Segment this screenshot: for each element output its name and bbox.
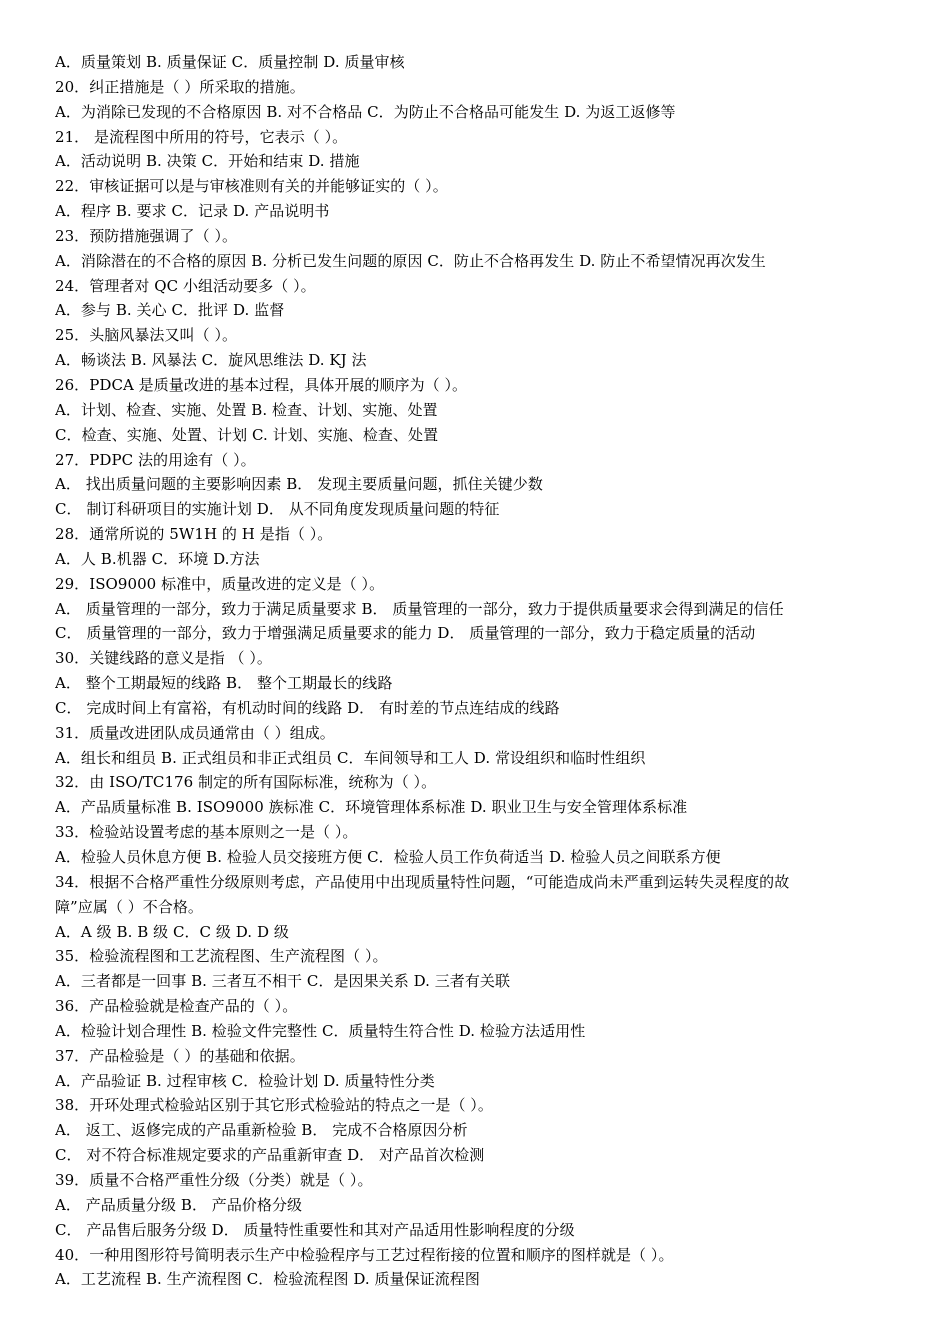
- text-line: 38．开环处理式检验站区别于其它形式检验站的特点之一是（ ）。: [55, 1096, 493, 1115]
- text-line: C． 完成时间上有富裕，有机动时间的线路 D． 有时差的节点连结成的线路: [55, 698, 560, 717]
- text-line: A．参与 B. 关心 C．批评 D. 监督: [55, 301, 285, 320]
- text-line: 37．产品检验是（ ）的基础和依据。: [55, 1046, 305, 1065]
- text-line: 34．根据不合格严重性分级原则考虑，产品使用中出现质量特性问题，“可能造成尚未严重到运转失灵程度的故: [55, 872, 790, 891]
- text-line: A．组长和组员 B. 正式组员和非正式组员 C．车间领导和工人 D. 常设组织和临时性组织: [55, 748, 646, 767]
- text-line: C． 对不符合标准规定要求的产品重新审查 D． 对产品首次检测: [55, 1146, 485, 1165]
- text-line: 25．头脑风暴法又叫（ ）。: [55, 326, 238, 345]
- text-line: A．产品验证 B. 过程审核 C．检验计划 D. 质量特性分类: [55, 1071, 435, 1090]
- text-line: A．活动说明 B. 决策 C．开始和结束 D. 措施: [55, 152, 360, 171]
- text-line: 36．产品检验就是检查产品的（ ）。: [55, 997, 298, 1016]
- text-line: A．A 级 B. B 级 C．C 级 D. D 级: [55, 922, 289, 941]
- text-line: A． 整个工期最短的线路 B． 整个工期最长的线路: [55, 674, 393, 693]
- text-line: A． 产品质量分级 B． 产品价格分级: [55, 1195, 303, 1214]
- text-line: C．检查、实施、处置、计划 C. 计划、实施、检查、处置: [55, 425, 439, 444]
- text-line: A．工艺流程 B. 生产流程图 C．检验流程图 D. 质量保证流程图: [55, 1270, 480, 1289]
- text-line: 40．一种用图形符号简明表示生产中检验程序与工艺过程衔接的位置和顺序的图样就是（ ）。: [55, 1245, 674, 1264]
- text-line: 障”应属（ ）不合格。: [55, 897, 203, 916]
- text-line: A．畅谈法 B. 风暴法 C．旋风思维法 D. KJ 法: [55, 351, 367, 370]
- text-line: 26．PDCA 是质量改进的基本过程，具体开展的顺序为（ ）。: [55, 375, 468, 394]
- text-line: 32．由 ISO/TC176 制定的所有国际标准，统称为（ ）。: [55, 773, 437, 792]
- text-line: A．三者都是一回事 B. 三者互不相干 C．是因果关系 D. 三者有关联: [55, 972, 511, 991]
- text-line: A．检验计划合理性 B. 检验文件完整性 C．质量特生符合性 D. 检验方法适用性: [55, 1021, 586, 1040]
- text-line: A．产品质量标准 B. ISO9000 族标准 C．环境管理体系标准 D. 职业卫生与安全管理体系标准: [55, 798, 688, 817]
- text-line: 39．质量不合格严重性分级（分类）就是（ ）。: [55, 1170, 373, 1189]
- text-line: 23．预防措施强调了（ ）。: [55, 226, 238, 245]
- text-line: A．人 B.机器 C．环境 D.方法: [55, 549, 260, 568]
- text-line: 24．管理者对 QC 小组活动要多（ ）。: [55, 276, 316, 295]
- text-line: A．为消除已发现的不合格原因 B. 对不合格品 C．为防止不合格品可能发生 D. 为返工返修等: [55, 102, 676, 121]
- text-line: A． 找出质量问题的主要影响因素 B． 发现主要质量问题，抓住关键少数: [55, 475, 543, 494]
- text-line: A．计划、检查、实施、处置 B. 检查、计划、实施、处置: [55, 400, 438, 419]
- text-line: 35．检验流程图和工艺流程图、生产流程图（ ）。: [55, 947, 388, 966]
- text-line: 22．审核证据可以是与审核准则有关的并能够证实的（ ）。: [55, 177, 448, 196]
- text-line: 21． 是流程图中所用的符号，它表示（ ）。: [55, 127, 348, 146]
- text-line: 29．ISO9000 标准中，质量改进的定义是（ ）。: [55, 574, 385, 593]
- text-line: A． 返工、返修完成的产品重新检验 B． 完成不合格原因分析: [55, 1121, 468, 1140]
- text-line: C． 制订科研项目的实施计划 D． 从不同角度发现质量问题的特征: [55, 500, 500, 519]
- text-line: 33．检验站设置考虑的基本原则之一是（ ）。: [55, 823, 358, 842]
- text-line: A．程序 B. 要求 C．记录 D. 产品说明书: [55, 202, 330, 221]
- text-line: 28．通常所说的 5W1H 的 H 是指（ ）。: [55, 525, 333, 544]
- text-line: C． 质量管理的一部分，致力于增强满足质量要求的能力 D． 质量管理的一部分，致力于稳定质量的活动: [55, 624, 756, 643]
- text-line: A． 质量管理的一部分，致力于满足质量要求 B． 质量管理的一部分，致力于提供质量要求会得到满足的信任: [55, 599, 784, 618]
- text-line: C． 产品售后服务分级 D． 质量特性重要性和其对产品适用性影响程度的分级: [55, 1220, 575, 1239]
- text-line: A．检验人员休息方便 B. 检验人员交接班方便 C．检验人员工作负荷适当 D. 检验人员之间联系方便: [55, 848, 721, 866]
- text-line: A．消除潜在的不合格的原因 B. 分析已发生问题的原因 C．防止不合格再发生 D. 防止不希望情况再次发生: [55, 251, 766, 270]
- text-line: A．质量策划 B. 质量保证 C．质量控制 D. 质量审核: [55, 53, 405, 71]
- text-line: 30．关键线路的意义是指 （ ）。: [55, 649, 272, 668]
- text-line: 31．质量改进团队成员通常由（ ）组成。: [55, 723, 335, 742]
- text-line: 27．PDPC 法的用途有（ ）。: [55, 450, 256, 469]
- document-page: [55, 50, 905, 1292]
- text-line: 20．纠正措施是（ ）所采取的措施。: [55, 77, 305, 96]
